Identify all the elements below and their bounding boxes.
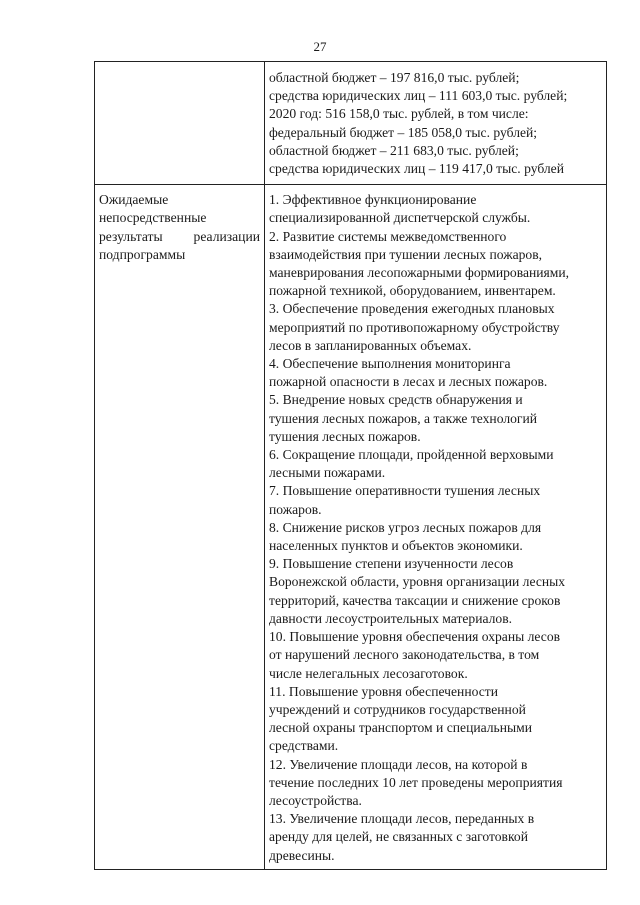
row-label-line: непосредственные [99,210,207,226]
expected-result-line: 3. Обеспечение проведения ежегодных плановых [269,301,555,317]
expected-result-line: 8. Снижение рисков угроз лесных пожаров для [269,519,542,535]
row-label-line: подпрограммы [99,246,186,262]
expected-result-line: лесоустройства. [269,792,362,808]
row-label-cell [95,62,265,185]
budget-text-line: областной бюджет – 197 816,0 тыс. рублей; [269,70,520,85]
page-number: 27 [313,39,327,54]
expected-result-line: 5. Внедрение новых средств обнаружения и [269,392,523,408]
expected-result-line: лесными пожарами. [269,465,386,481]
table-row-budget [95,62,607,185]
expected-result-line: от нарушений лесного законодательства, в том [269,647,540,663]
row-label-line: Ожидаемые [99,192,169,208]
row-value-cell [265,62,607,185]
budget-text-line: федеральный бюджет – 185 058,0 тыс. рублей; [269,124,538,140]
expected-result-line: 13. Увеличение площади лесов, переданных в [269,811,535,827]
expected-result-line: древесины. [269,847,335,863]
table-row-expected-results [95,185,607,870]
expected-result-line: 11. Повышение уровня обеспеченности [269,683,498,699]
expected-result-line: населенных пунктов и объектов экономики. [269,538,523,554]
row-label-cell [95,185,265,870]
expected-result-line: специализированной диспетчерской службы. [269,210,531,226]
expected-result-line: аренду для целей, не связанных с заготовкой [269,829,528,845]
expected-result-line: Воронежской области, уровня организации лесных [269,574,566,590]
expected-result-line: числе нелегальных лесозаготовок. [269,665,468,681]
expected-result-line: лесов в запланированных объемах. [269,337,472,353]
expected-result-line: 6. Сокращение площади, пройденной верховыми [269,447,554,463]
row-value-cell [265,185,607,870]
expected-result-line: 7. Повышение оперативности тушения лесных [269,483,541,499]
expected-result-line: средствами. [269,738,339,754]
expected-result-line: 9. Повышение степени изученности лесов [269,556,514,572]
subprogram-passport-table [94,61,607,870]
expected-result-line: 2. Развитие системы межведомственного [269,228,507,244]
expected-result-line: 1. Эффективное функционирование [269,192,477,208]
expected-result-line: маневрирования лесопожарными формированиями, [269,265,570,281]
budget-text-line: 2020 год: 516 158,0 тыс. рублей, в том числе: [269,106,529,122]
expected-result-line: 4. Обеспечение выполнения мониторинга [269,356,511,372]
expected-result-line: 12. Увеличение площади лесов, на которой в [269,756,528,772]
expected-result-line: тушения лесных пожаров, а также технологий [269,410,538,426]
expected-result-line: территорий, качества таксации и снижение сроков [269,592,561,608]
expected-result-line: учреждений и сотрудников государственной [269,701,526,717]
expected-result-line: 10. Повышение уровня обеспечения охраны лесов [269,629,561,645]
expected-result-line: тушения лесных пожаров. [269,428,421,444]
expected-result-line: пожарной опасности в лесах и лесных пожаров. [269,374,548,390]
budget-text-line: средства юридических лиц – 111 603,0 тыс. рублей; [269,88,568,104]
expected-result-line: лесной охраны транспортом и специальными [269,720,533,736]
expected-result-line: пожаров. [269,501,322,517]
budget-text-line: средства юридических лиц – 119 417,0 тыс. рублей [269,161,564,177]
row-label-line: результаты реализации [99,228,260,244]
expected-result-line: пожарной техникой, оборудованием, инвентарем. [269,283,556,299]
expected-result-line: течение последних 10 лет проведены мероприятия [269,774,563,790]
expected-result-line: мероприятий по противопожарному обустройству [269,319,560,335]
budget-text-line: областной бюджет – 211 683,0 тыс. рублей; [269,142,519,158]
expected-result-line: взаимодействия при тушении лесных пожаров, [269,246,543,262]
expected-result-line: давности лесоустроительных материалов. [269,610,513,626]
